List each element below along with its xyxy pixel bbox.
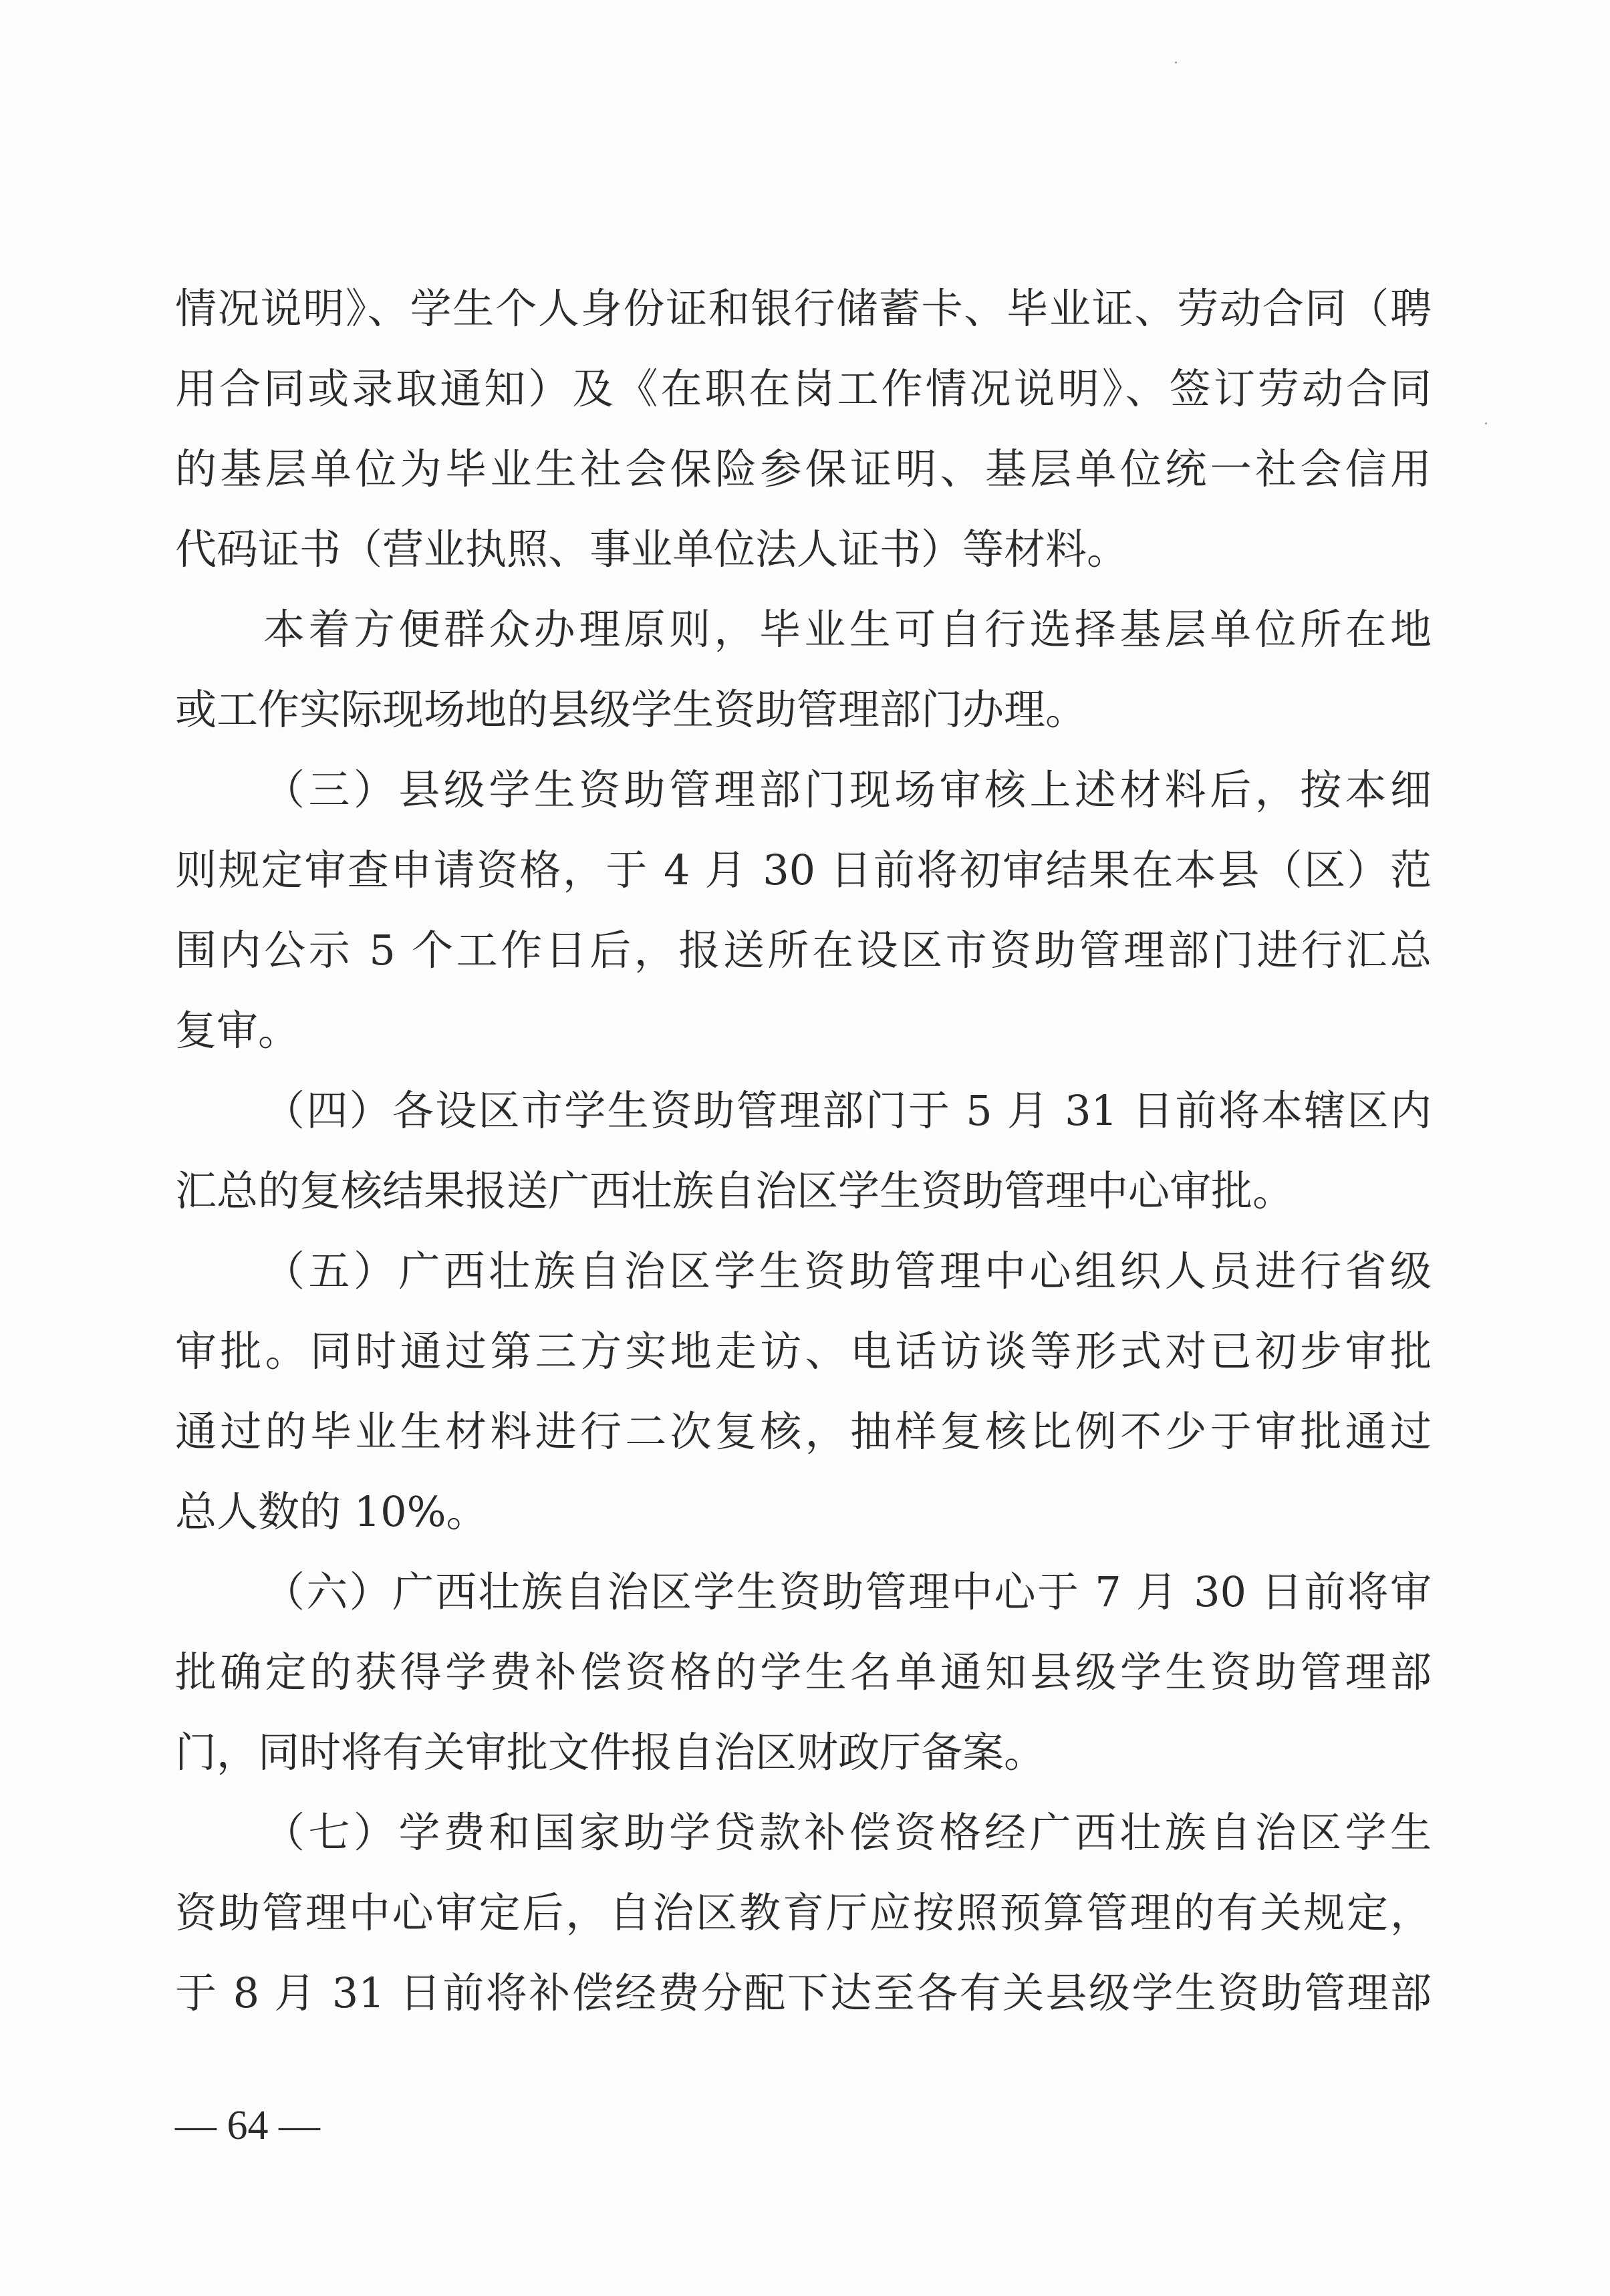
body-line-7: （三）县级学生资助管理部门现场审核上述材料后，按本细 (263, 765, 1432, 814)
body-line-2: 用合同或录取通知）及《在职在岗工作情况说明》、签订劳动合同 (175, 364, 1432, 413)
body-line-18: 批确定的获得学费补偿资格的学生名单通知县级学生资助管理部 (175, 1648, 1432, 1696)
body-line-11: （四）各设区市学生资助管理部门于 5 月 31 日前将本辖区内 (263, 1086, 1432, 1135)
body-line-16: 总人数的 10%。 (175, 1487, 488, 1536)
body-line-8: 则规定审查申请资格，于 4 月 30 日前将初审结果在本县（区）范 (175, 846, 1432, 894)
body-line-9: 围内公示 5 个工作日后，报送所在设区市资助管理部门进行汇总 (175, 926, 1432, 975)
body-line-6: 或工作实际现场地的县级学生资助管理部门办理。 (175, 685, 1087, 734)
body-line-15: 通过的毕业生材料进行二次复核，抽样复核比例不少于审批通过 (175, 1407, 1432, 1456)
body-line-17: （六）广西壮族自治区学生资助管理中心于 7 月 30 日前将审 (263, 1567, 1432, 1616)
body-line-5: 本着方便群众办理原则，毕业生可自行选择基层单位所在地 (263, 605, 1432, 654)
body-line-22: 于 8 月 31 日前将补偿经费分配下达至各有关县级学生资助管理部 (175, 1968, 1432, 2017)
body-line-20: （七）学费和国家助学贷款补偿资格经广西壮族自治区学生 (263, 1808, 1432, 1857)
body-line-3: 的基层单位为毕业生社会保险参保证明、基层单位统一社会信用 (175, 444, 1432, 493)
body-line-4: 代码证书（营业执照、事业单位法人证书）等材料。 (175, 525, 1129, 573)
body-line-14: 审批。同时通过第三方实地走访、电话访谈等形式对已初步审批 (175, 1327, 1432, 1376)
scan-speck (1175, 61, 1177, 63)
scan-speck (1485, 422, 1487, 424)
body-line-1: 情况说明》、学生个人身份证和银行储蓄卡、毕业证、劳动合同（聘 (175, 284, 1432, 333)
body-line-13: （五）广西壮族自治区学生资助管理中心组织人员进行省级 (263, 1247, 1432, 1295)
body-line-21: 资助管理中心审定后，自治区教育厅应按照预算管理的有关规定， (175, 1888, 1432, 1937)
body-line-19: 门，同时将有关审批文件报自治区财政厅备案。 (175, 1728, 1046, 1777)
body-line-12: 汇总的复核结果报送广西壮族自治区学生资助管理中心审批。 (175, 1166, 1295, 1215)
body-line-10: 复审。 (175, 1006, 300, 1055)
page-number: — 64 — (175, 2103, 320, 2148)
